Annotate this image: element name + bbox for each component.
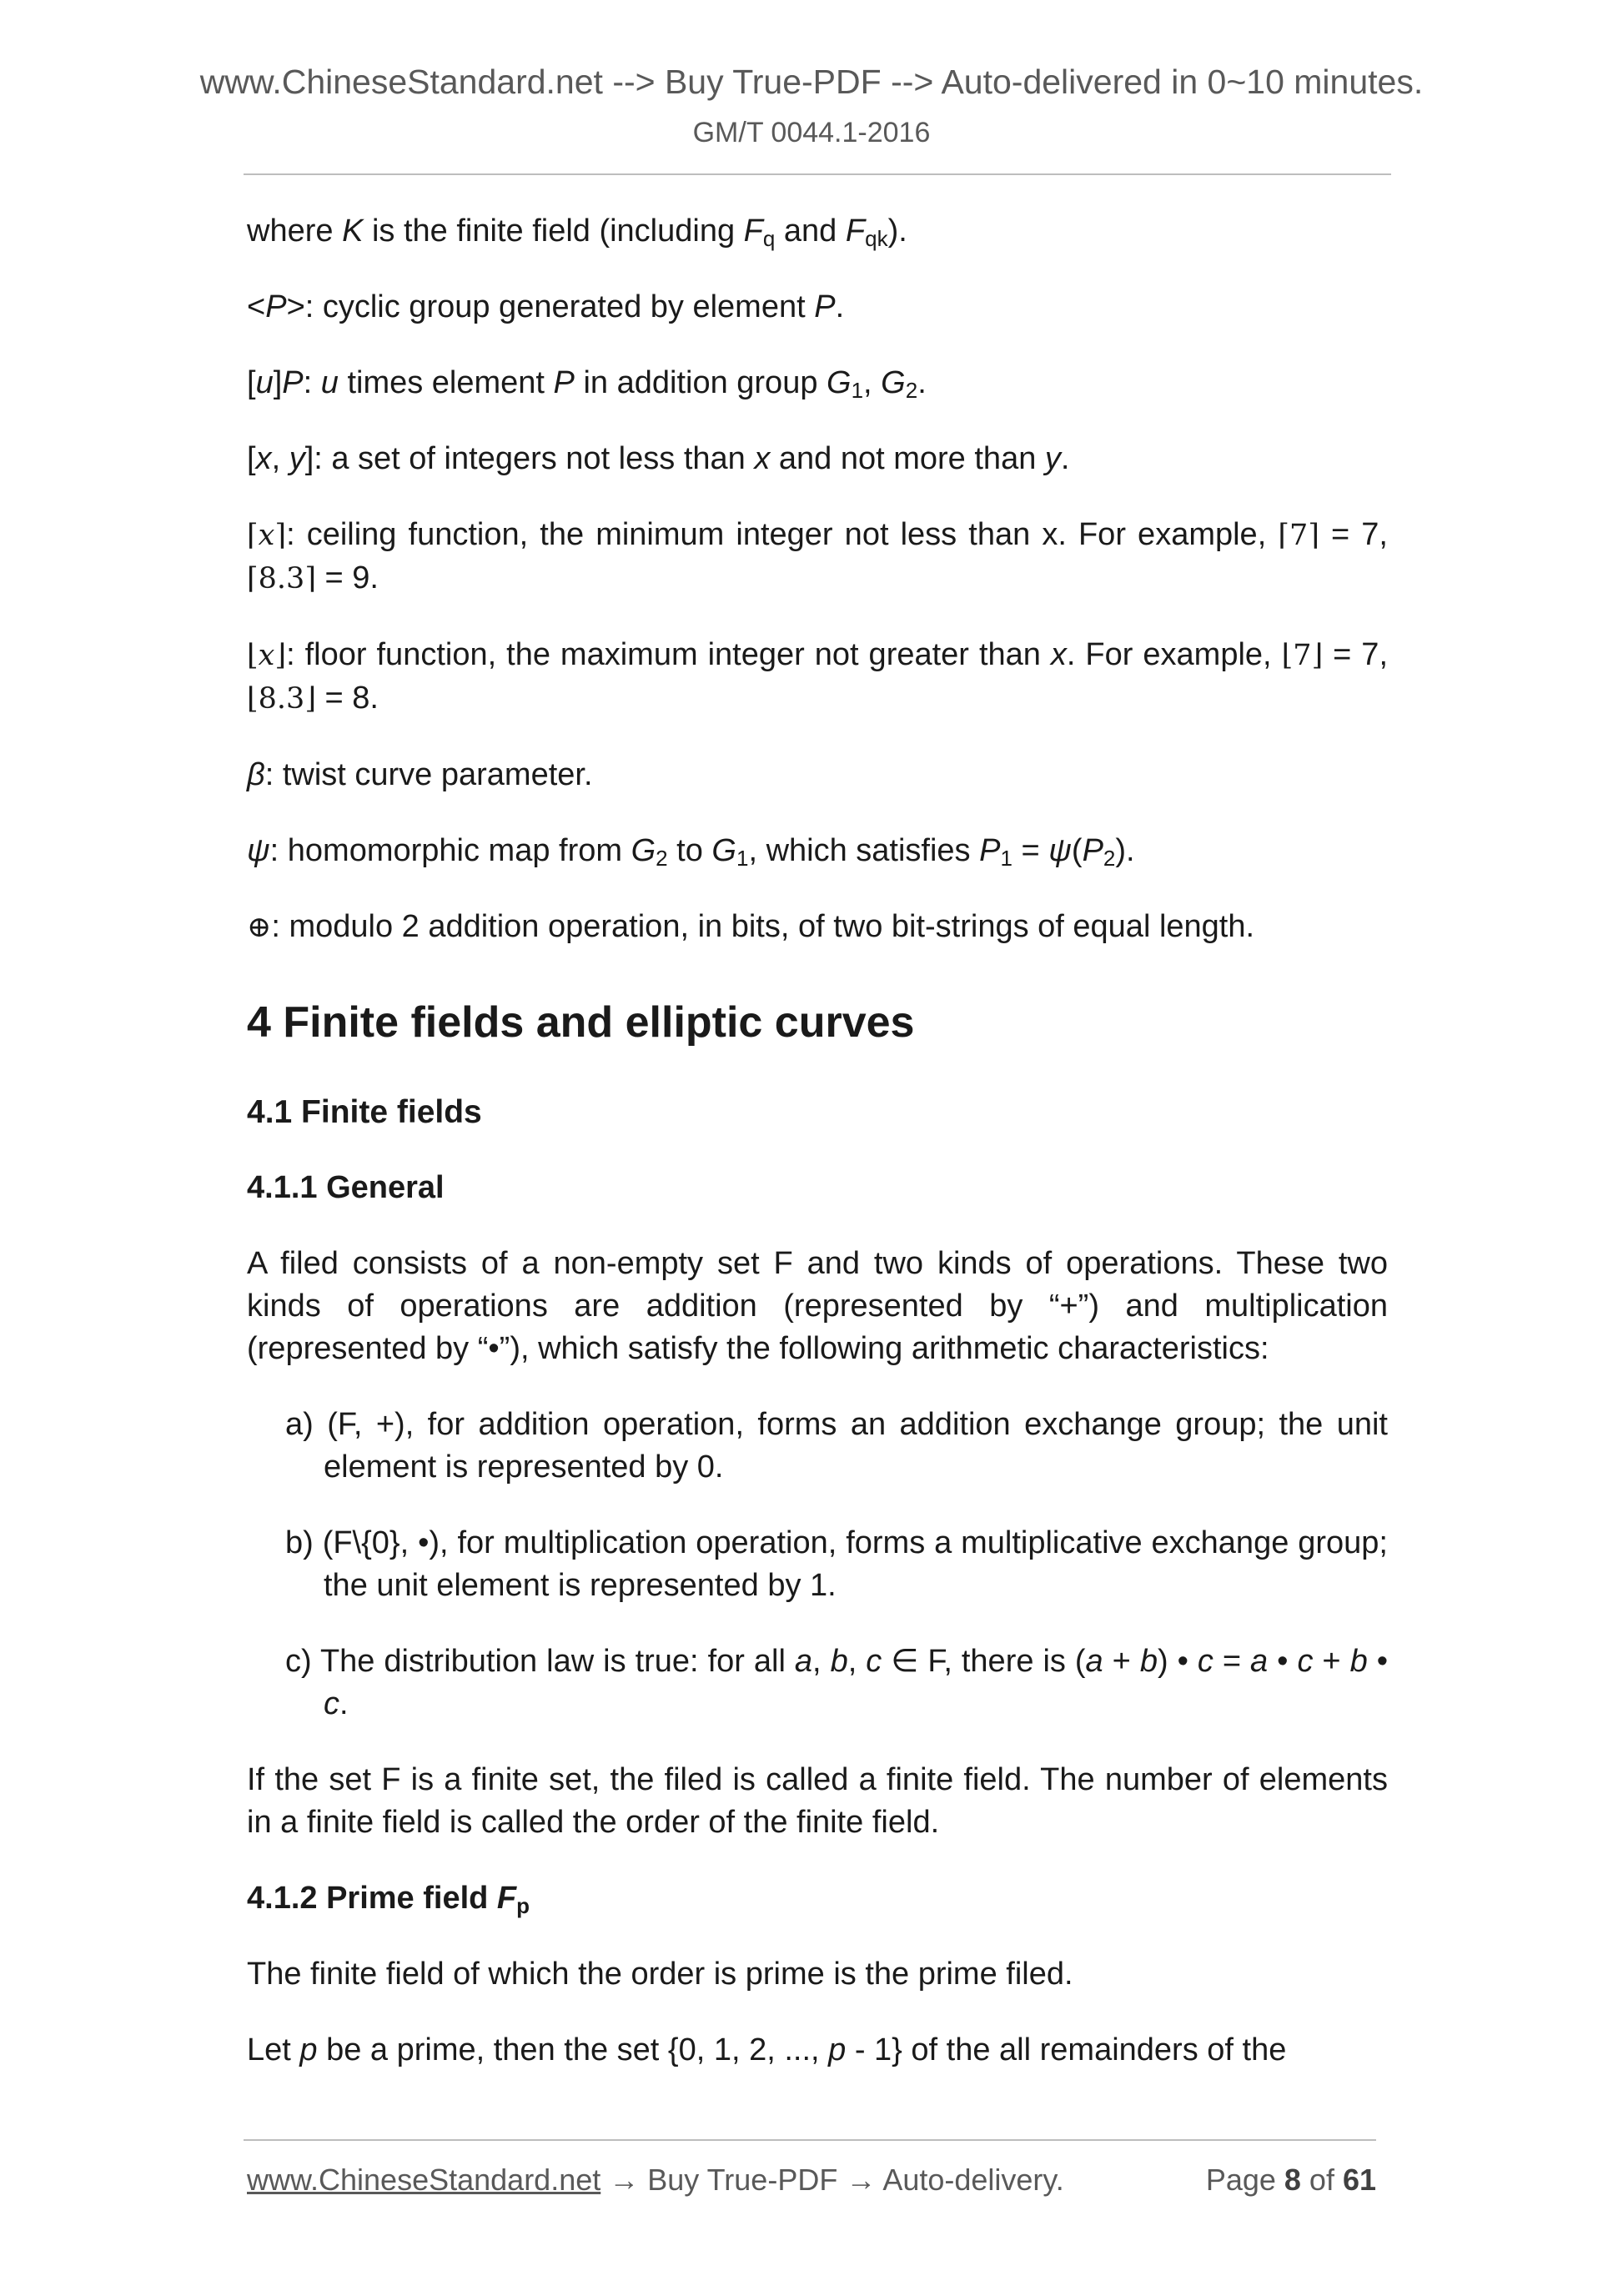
section-4-1-2-heading: 4.1.2 Prime field $F_p$ [247, 1881, 530, 1918]
prime-remainders-paragraph: Let p be a prime, then the set {0, 1, 2, ..., p - 1} of the all remainders of the [247, 2032, 1287, 2067]
footer-site-link[interactable]: www.ChineseStandard.net [247, 2163, 601, 2197]
header-divider [244, 173, 1391, 175]
standard-number: GM/T 0044.1-2016 [692, 117, 931, 148]
def-ceiling: ⌈𝑥⌉: ceiling function, the minimum integer not less than x. For example, ⌈7⌉ = 7, ⌈8.3⌉ = 9. [247, 517, 1388, 595]
def-k-field: where K is the finite field (including $F_q$ and $F_{qk}$). [247, 214, 907, 251]
def-multiple: [u]P: u times element P in addition group $G_1$, $G_2$. [247, 365, 927, 403]
list-item-c: c) The distribution law is true: for all a, b, c ∈ F, there is (a + b) • c = a • c + b • c. [285, 1644, 1389, 1721]
def-floor: ⌊𝑥⌋: floor function, the maximum integer not greater than x. For example, ⌊7⌋ = 7, ⌊8.3⌋ = 8. [247, 637, 1388, 716]
section-4-heading: 4 Finite fields and elliptic curves [247, 998, 915, 1047]
footer-promo: www.ChineseStandard.net → Buy True-PDF → Auto-delivery. [247, 2163, 1064, 2197]
page-indicator: Page 8 of 61 [1205, 2163, 1376, 2197]
def-interval: [x, y]: a set of integers not less than x and not more than y. [247, 441, 1070, 476]
def-beta: β: twist curve parameter. [247, 757, 593, 792]
section-4-1-1-heading: 4.1.1 General [247, 1170, 445, 1205]
list-item-b: b) (F\{0}, •), for multiplication operation, forms a multiplicative exchange group; the unit element is represented by 1. [285, 1525, 1388, 1603]
field-definition-paragraph: A filed consists of a non-empty set F and two kinds of operations. These two kinds of operations are addition (represented by “+”) and multiplication (represented by “•”), which satisfy the following arithmetic characteristics: [247, 1246, 1388, 1366]
section-4-1-heading: 4.1 Finite fields [247, 1094, 482, 1130]
footer-divider [244, 2139, 1376, 2141]
top-banner[interactable]: www.ChineseStandard.net --> Buy True-PDF --> Auto-delivered in 0~10 minutes. [199, 63, 1424, 101]
def-cyclic-group: <P>: cyclic group generated by element P. [247, 289, 845, 324]
page-total: 61 [1342, 2163, 1376, 2197]
list-item-a: a) (F, +), for addition operation, forms an addition exchange group; the unit element is represented by 0. [285, 1407, 1388, 1485]
prime-field-paragraph: The finite field of which the order is prime is the prime filed. [247, 1957, 1073, 1992]
finite-field-paragraph: If the set F is a finite set, the filed is called a finite field. The number of elements in a finite field is called the order of the finite field. [247, 1762, 1388, 1840]
def-psi: ψ: homomorphic map from $G_2$ to $G_1$, which satisfies $P_1 = \psi(P_2)$. [247, 833, 1135, 871]
page-content [247, 210, 1388, 2105]
page-number: 8 [1284, 2163, 1301, 2197]
def-xor: ⊕: modulo 2 addition operation, in bits, of two bit-strings of equal length. [247, 909, 1255, 944]
